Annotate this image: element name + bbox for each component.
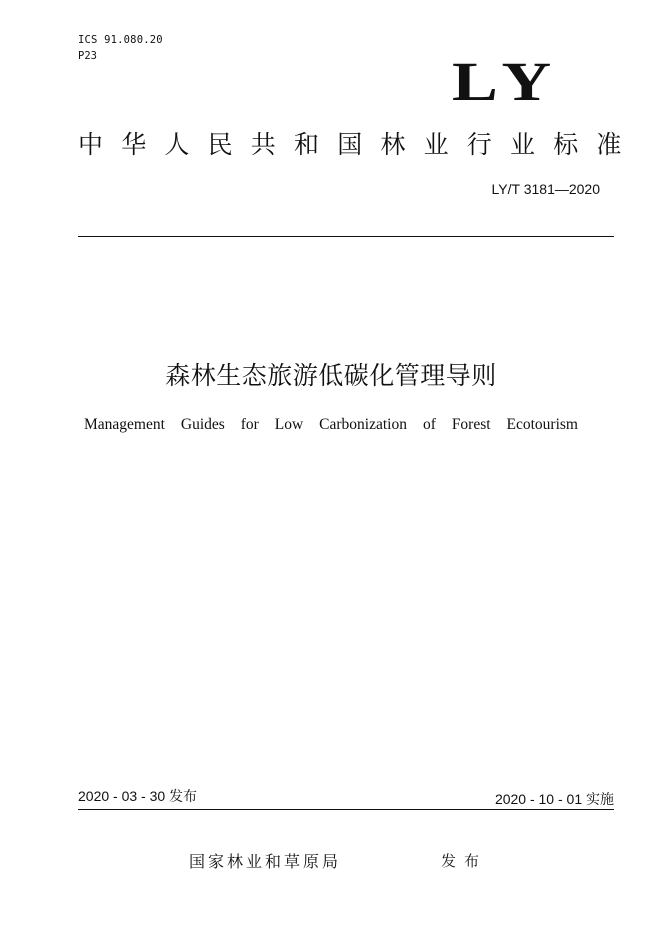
standard-number: LY/T 3181—2020 [491, 181, 600, 197]
bottom-divider [78, 809, 614, 810]
ics-code: ICS 91.080.20 [78, 34, 163, 46]
top-divider [78, 236, 614, 237]
document-title-english: Management Guides for Low Carbonization of Forest Ecotourism [84, 416, 578, 433]
issuing-authority: 国家林业和草原局 [189, 852, 342, 871]
ly-logo: LY [452, 51, 562, 112]
category-code: P23 [78, 50, 97, 62]
issue-date: 2020 - 03 - 30 发布 [78, 788, 198, 804]
document-title-chinese: 森林生态旅游低碳化管理导则 [165, 361, 497, 390]
publish-label: 发布 [441, 852, 488, 870]
standard-class-title: 中华人民共和国林业行业标准 [78, 130, 640, 159]
implementation-date: 2020 - 10 - 01 实施 [494, 791, 614, 807]
